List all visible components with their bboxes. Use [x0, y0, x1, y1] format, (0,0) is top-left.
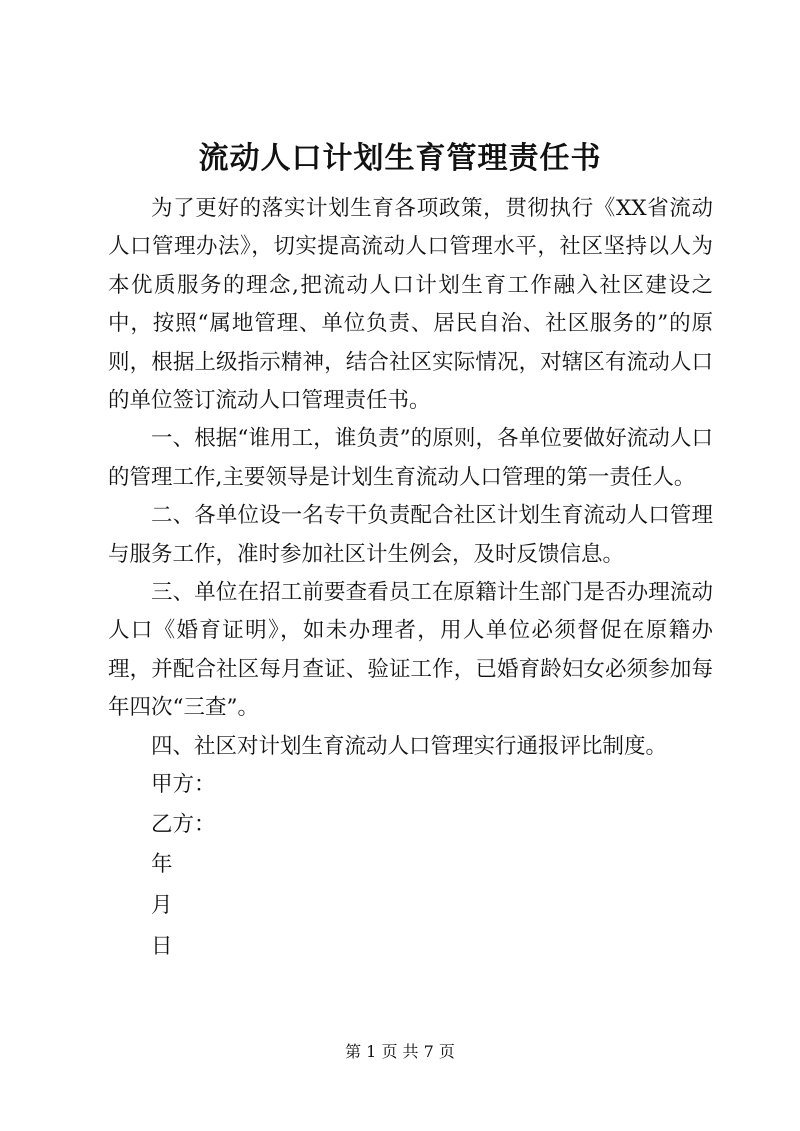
month-label: 月	[151, 893, 173, 919]
party-b-label: 乙方：	[151, 812, 216, 838]
clause-2-paragraph: 二、各单位设一名专干负责配合社区计划生育流动人口管理与服务工作，准时参加社区计生例会，及时反馈信息。	[108, 503, 713, 567]
clause-4-paragraph: 四、社区对计划生育流动人口管理实行通报评比制度。	[151, 733, 668, 759]
clause-1-paragraph: 一、根据“谁用工，谁负责”的原则，各单位要做好流动人口的管理工作,主要领导是计划生育流动人口管理的第一责任人。	[108, 426, 713, 490]
party-a-label: 甲方：	[151, 772, 216, 798]
intro-paragraph: 为了更好的落实计划生育各项政策，贯彻执行《XX省流动人口管理办法》，切实提高流动人口管理水平，社区坚持以人为本优质服务的理念,把流动人口计划生育工作融入社区建设之中，按照“属地管理、单位负责、居民自治、社区服务的”的原则，根据上级指示精神，结合社区实际情况，对辖区有流动人口的单位签订流动人口管理责任书。	[108, 196, 713, 414]
document-title: 流动人口计划生育管理责任书	[198, 141, 602, 176]
clause-3-paragraph: 三、单位在招工前要查看员工在原籍计生部门是否办理流动人口《婚育证明》，如未办理者，用人单位必须督促在原籍办理，并配合社区每月查证、验证工作，已婚育龄妇女必须参加每年四次“三查”。	[108, 580, 713, 721]
year-label: 年	[151, 852, 173, 878]
document-body	[108, 190, 713, 969]
day-label: 日	[151, 934, 173, 960]
page-footer: 第 1 页 共 7 页	[345, 1042, 455, 1061]
